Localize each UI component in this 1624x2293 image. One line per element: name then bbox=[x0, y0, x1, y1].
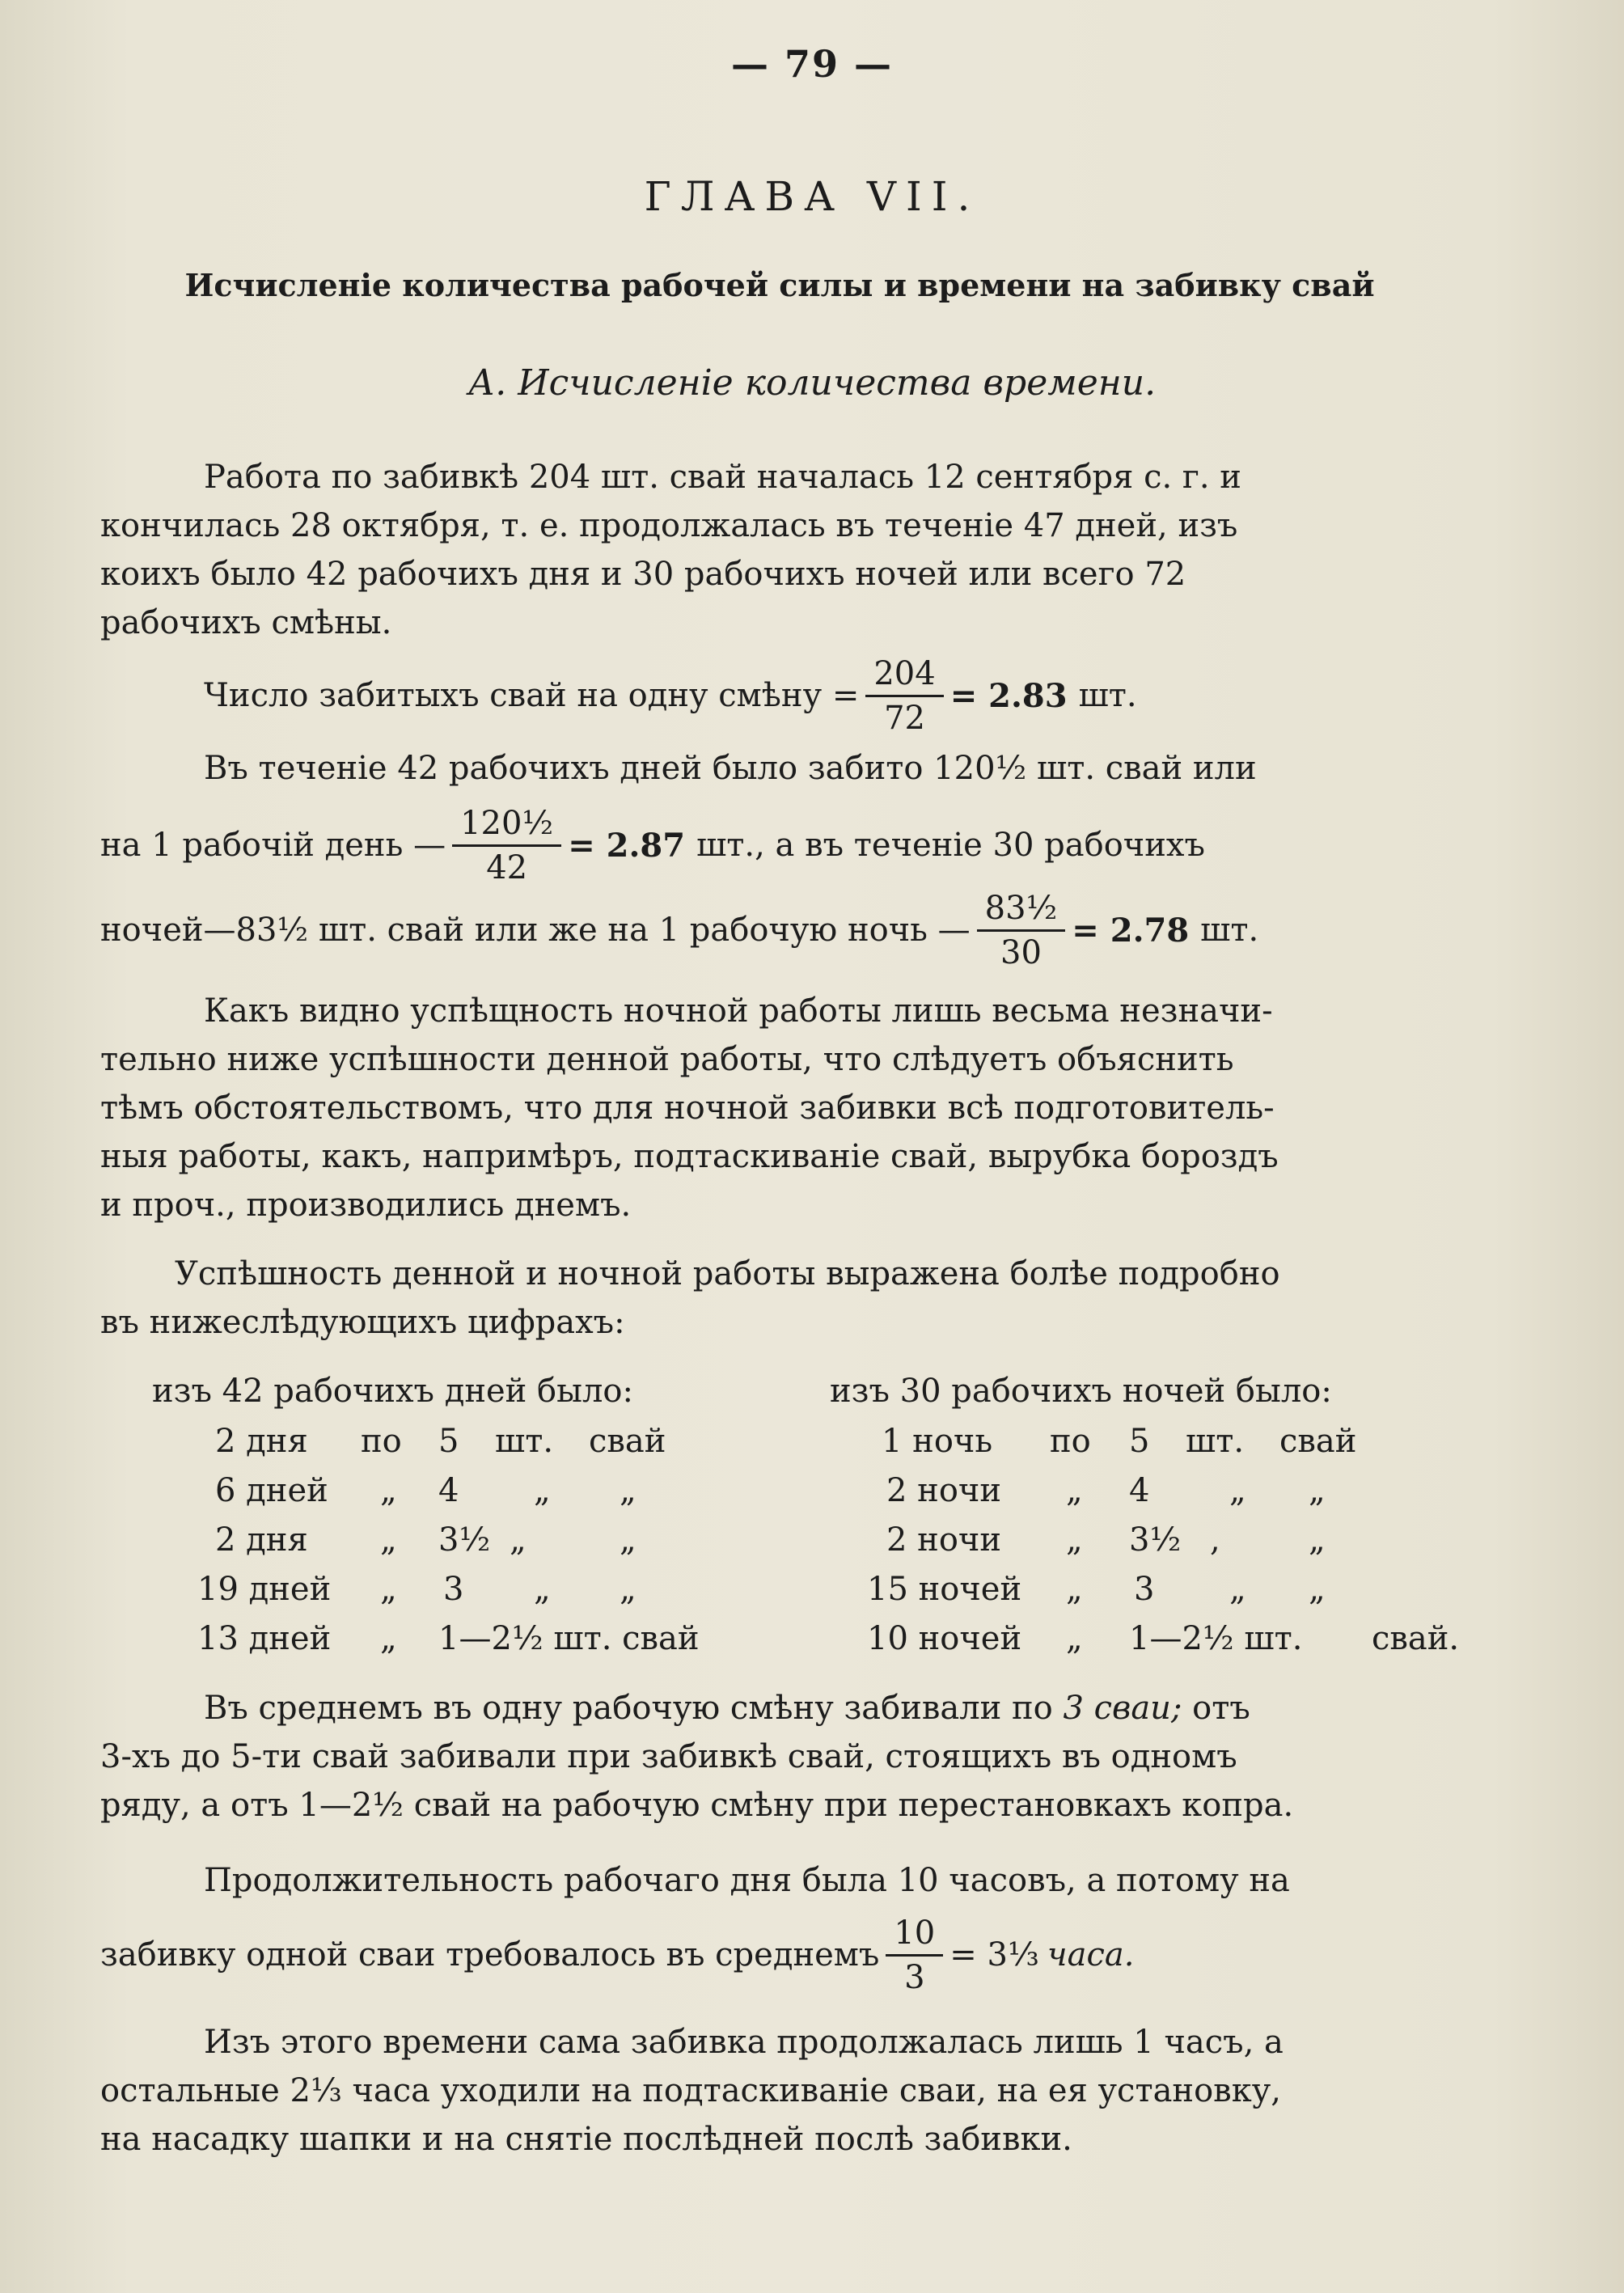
table-row bbox=[0, 1417, 1624, 1466]
equation-text: шт. bbox=[1200, 912, 1259, 949]
table-cell: 19 дней bbox=[197, 1571, 332, 1608]
table-cell: 4 bbox=[1129, 1472, 1150, 1509]
table-cell: 3½ bbox=[1129, 1521, 1182, 1559]
paragraph-line: тѣмъ обстоятельствомъ, что для ночной забивки всѣ подготовитель- bbox=[100, 1089, 1275, 1127]
table-cell: 2 дня bbox=[215, 1521, 308, 1559]
table-cell: „ bbox=[620, 1521, 636, 1559]
equation-line bbox=[100, 643, 1462, 748]
paragraph-line: Какъ видно успѣщность ночной работы лишь весьма незначи- bbox=[204, 992, 1273, 1030]
table-cell: шт. bbox=[1186, 1423, 1245, 1460]
table-cell: по bbox=[361, 1423, 402, 1460]
table-row bbox=[0, 1466, 1624, 1515]
equation-text: шт., а въ теченіе 30 рабочихъ bbox=[696, 827, 1205, 864]
paragraph-line: ныя работы, какъ, напримѣръ, подтаскиваніе свай, вырубка бороздъ bbox=[100, 1138, 1279, 1175]
paragraph-line: 3-хъ до 5-ти свай забивали при забивкѣ свай, стоящихъ въ одномъ bbox=[100, 1738, 1237, 1775]
table-cell: „ bbox=[534, 1571, 551, 1608]
table-cell: свай bbox=[1279, 1423, 1357, 1460]
table-cell: по bbox=[1050, 1423, 1091, 1460]
paragraph-line: коихъ было 42 рабочихъ дня и 30 рабочихъ ночей или всего 72 bbox=[100, 556, 1186, 593]
table-cell: 1—2½ шт. bbox=[1129, 1620, 1303, 1657]
table-cell: 2 ночи bbox=[886, 1472, 1002, 1509]
equation-result: = 2.83 bbox=[949, 676, 1068, 715]
table-cell: „ bbox=[620, 1571, 636, 1608]
table-cell: 1—2½ шт. свай bbox=[438, 1620, 700, 1657]
table-header-right: изъ 30 рабочихъ ночей было: bbox=[830, 1373, 1332, 1410]
table-cell: „ bbox=[1229, 1571, 1246, 1608]
equation-text: забивку одной сваи требовалось въ среднемъ bbox=[100, 1936, 880, 1974]
table-cell: „ bbox=[1229, 1472, 1246, 1509]
equation-text: ночей—83½ шт. свай или же на 1 рабочую ночь — bbox=[100, 912, 971, 949]
paragraph-line: въ нижеслѣдующихъ цифрахъ: bbox=[100, 1304, 625, 1341]
fraction-denominator: 42 bbox=[486, 848, 528, 886]
table-cell: 3 bbox=[443, 1571, 464, 1608]
fraction bbox=[886, 1914, 943, 1996]
paragraph-line: остальные 2⅓ часа уходили на подтаскиваніе сваи, на ея установку, bbox=[100, 2072, 1281, 2109]
table-cell: 6 дней bbox=[215, 1472, 328, 1509]
table-cell: „ bbox=[1309, 1472, 1326, 1509]
table-cell: „ bbox=[1066, 1521, 1083, 1559]
table-cell: „ bbox=[510, 1521, 527, 1559]
paragraph-line: и проч., производились днемъ. bbox=[100, 1187, 632, 1224]
table-cell: шт. bbox=[495, 1423, 554, 1460]
equation-unit: шт. bbox=[1078, 677, 1137, 714]
table-cell: „ bbox=[380, 1571, 397, 1608]
table-cell: „ bbox=[1309, 1521, 1326, 1559]
paragraph-line: рабочихъ смѣны. bbox=[100, 604, 392, 641]
paragraph-line bbox=[100, 1684, 1462, 1732]
fraction-denominator: 3 bbox=[904, 1958, 925, 1996]
equation-text: Число забитыхъ свай на одну смѣну = bbox=[204, 677, 860, 714]
equation-unit: часа. bbox=[1047, 1936, 1135, 1974]
table-cell: „ bbox=[380, 1521, 397, 1559]
fraction-denominator: 30 bbox=[1000, 933, 1042, 971]
table-header-left: изъ 42 рабочихъ дней было: bbox=[152, 1373, 633, 1410]
page-number: — 79 — bbox=[730, 42, 894, 86]
table-cell: 5 bbox=[1129, 1423, 1150, 1460]
table-cell: „ bbox=[620, 1472, 636, 1509]
table-cell: 2 ночи bbox=[886, 1521, 1002, 1559]
table-cell: 15 ночей bbox=[867, 1571, 1022, 1608]
section-heading: Исчисленіе количества рабочей силы и времени на забивку свай bbox=[184, 267, 1375, 303]
table-row bbox=[0, 1565, 1624, 1614]
fraction bbox=[452, 804, 561, 886]
paragraph-line: ряду, а отъ 1—2½ свай на рабочую смѣну при перестановкахъ копра. bbox=[100, 1787, 1294, 1824]
table-cell: „ bbox=[1066, 1620, 1083, 1657]
table-cell: 5 bbox=[438, 1423, 459, 1460]
table-cell: 13 дней bbox=[197, 1620, 332, 1657]
paragraph-line: тельно ниже успѣшности денной работы, что слѣдуетъ объяснить bbox=[100, 1041, 1234, 1078]
fraction-numerator: 120½ bbox=[452, 807, 561, 847]
table-cell: „ bbox=[534, 1472, 551, 1509]
equation-line bbox=[100, 1902, 1462, 2007]
paragraph-line: Успѣшность денной и ночной работы выражена болѣе подробно bbox=[175, 1255, 1280, 1292]
table-cell: „ bbox=[1309, 1571, 1326, 1608]
fraction-denominator: 72 bbox=[884, 699, 925, 737]
paragraph-line: Въ теченіе 42 рабочихъ дней было забито 120½ шт. свай или bbox=[204, 750, 1257, 787]
table-row bbox=[0, 1614, 1624, 1663]
text-span: Въ среднемъ въ одну рабочую смѣну забивали по bbox=[204, 1690, 1064, 1727]
paragraph-line: Изъ этого времени сама забивка продолжалась лишь 1 часъ, а bbox=[204, 2024, 1284, 2061]
fraction bbox=[977, 889, 1066, 971]
equation-result: = 3⅓ bbox=[949, 1936, 1039, 1974]
table-cell: „ bbox=[1066, 1571, 1083, 1608]
fraction-numerator: 204 bbox=[865, 658, 943, 697]
table-cell: , bbox=[1210, 1521, 1220, 1559]
fraction-numerator: 10 bbox=[886, 1917, 943, 1957]
paragraph-line: Работа по забивкѣ 204 шт. свай началась 12 сентября с. г. и bbox=[204, 459, 1241, 496]
paragraph-line: Продолжительность рабочаго дня была 10 часовъ, а потому на bbox=[204, 1862, 1290, 1899]
table-cell: „ bbox=[1066, 1472, 1083, 1509]
paragraph-line: кончилась 28 октября, т. е. продолжалась въ теченіе 47 дней, изъ bbox=[100, 507, 1238, 544]
text-span: отъ bbox=[1182, 1690, 1250, 1727]
table-cell: свай bbox=[589, 1423, 666, 1460]
table-cell: 3 bbox=[1134, 1571, 1155, 1608]
paragraph-line: на насадку шапки и на снятіе послѣдней послѣ забивки. bbox=[100, 2121, 1072, 2158]
subsection-heading: А. Исчисленіе количества времени. bbox=[467, 362, 1157, 404]
table-cell: „ bbox=[380, 1472, 397, 1509]
equation-text: на 1 рабочій день — bbox=[100, 827, 446, 864]
italic-text: 3 сваи; bbox=[1063, 1690, 1182, 1727]
equation-result: = 2.87 bbox=[568, 826, 686, 865]
table-cell: 10 ночей bbox=[867, 1620, 1022, 1657]
fraction-numerator: 83½ bbox=[977, 892, 1066, 932]
table-row bbox=[0, 1516, 1624, 1564]
table-cell: 4 bbox=[438, 1472, 459, 1509]
equation-result: = 2.78 bbox=[1072, 911, 1190, 950]
table-cell: 2 дня bbox=[215, 1423, 308, 1460]
table-cell: 1 ночь bbox=[882, 1423, 993, 1460]
table-cell: свай. bbox=[1372, 1620, 1460, 1657]
chapter-title: ГЛАВА VII. bbox=[644, 173, 980, 220]
fraction bbox=[865, 654, 943, 737]
table-cell: 3½ bbox=[438, 1521, 491, 1559]
equation-line bbox=[100, 878, 1462, 983]
table-cell: „ bbox=[380, 1620, 397, 1657]
